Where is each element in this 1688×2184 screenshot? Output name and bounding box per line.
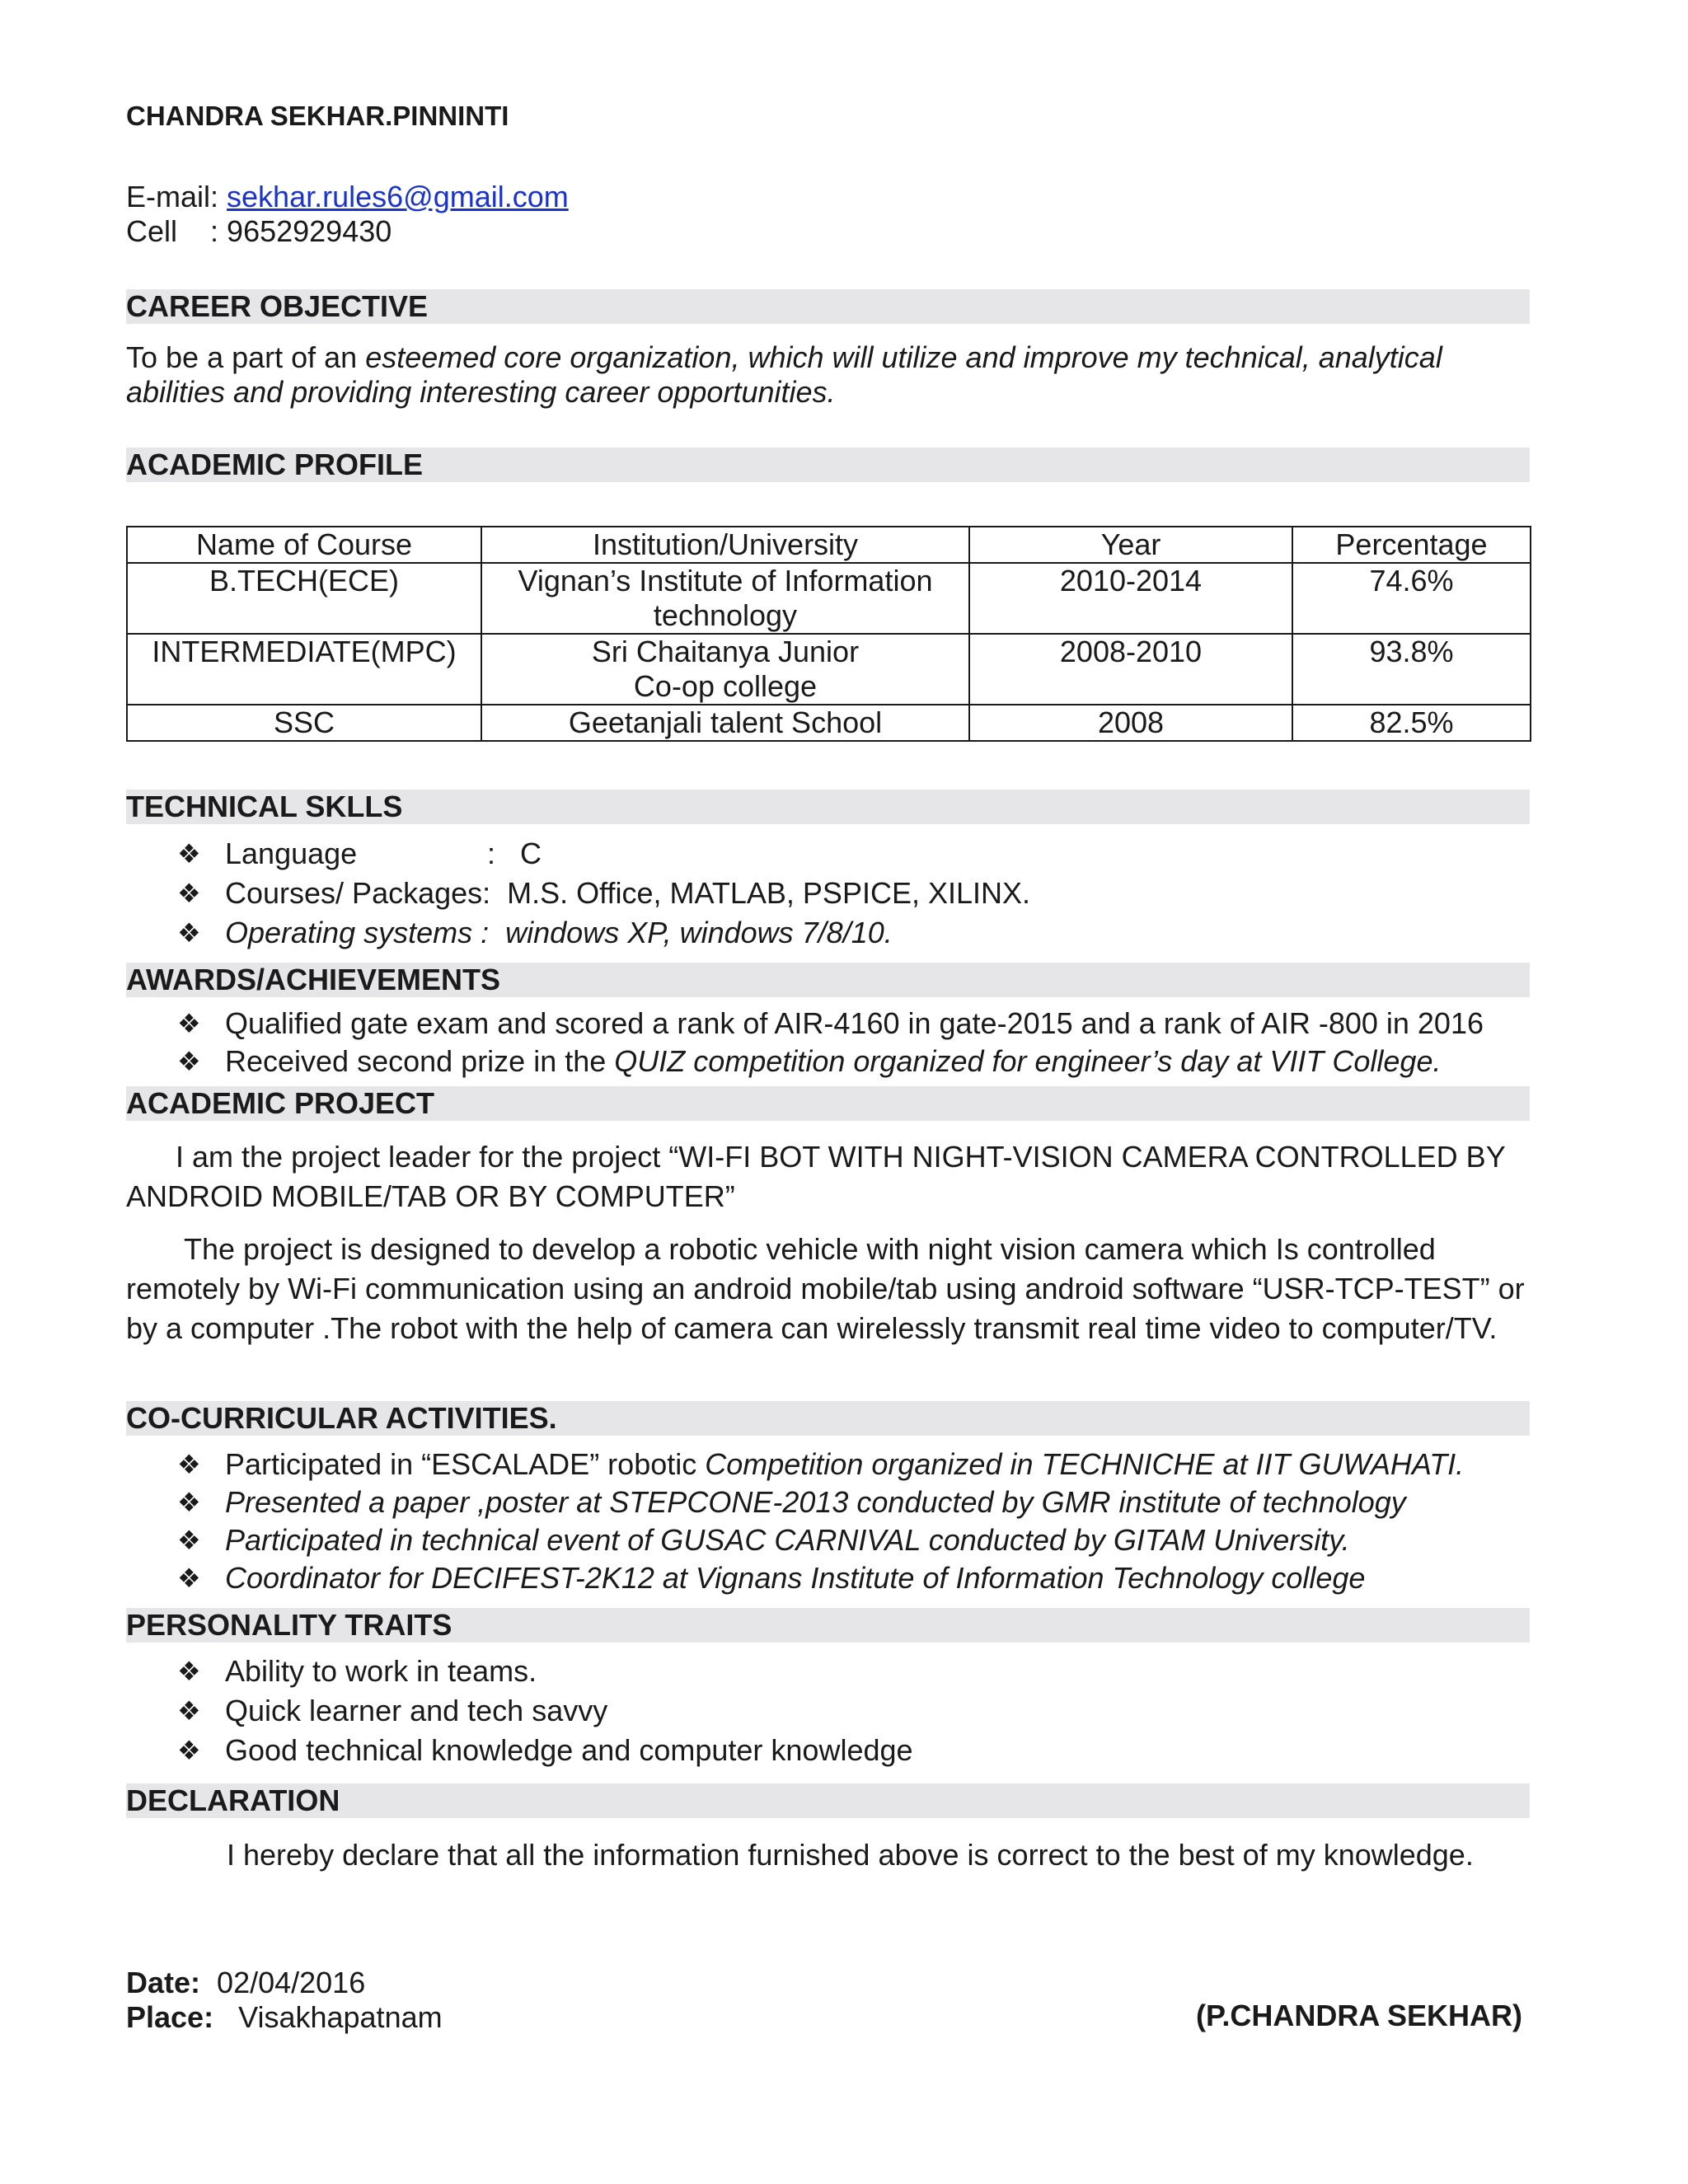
date-label: Date:	[126, 1966, 201, 1999]
date-line	[126, 1965, 365, 2001]
col-header-percentage: Percentage	[1292, 527, 1531, 563]
cell-institution: Geetanjali talent School	[481, 705, 969, 741]
candidate-name: CHANDRA SEKHAR.PINNINTI	[126, 101, 509, 131]
bullet-icon: ❖	[177, 1563, 201, 1593]
skill-value: M.S. Office, MATLAB, PSPICE, XILINX.	[507, 876, 1031, 910]
activity-italic: Competition organized in TECHNICHE at IIT GUWAHATI.	[705, 1447, 1465, 1481]
place-value: Visakhapatnam	[238, 2000, 443, 2034]
career-objective-italic: esteemed core organization, which will utilize and improve my technical, analytical abilities and providing interesting career opportunities.	[126, 340, 1442, 409]
trait-text: Quick learner and tech savvy	[225, 1694, 608, 1727]
awards-list	[126, 1005, 1544, 1080]
list-item	[126, 913, 1544, 953]
skill-label: Courses/ Packages:	[225, 876, 491, 910]
bullet-icon: ❖	[177, 1047, 201, 1076]
trait-text: Good technical knowledge and computer knowledge	[225, 1733, 913, 1767]
cell-percentage: 82.5%	[1292, 705, 1531, 741]
activity-plain: Participated in “ESCALADE” robotic	[225, 1447, 706, 1481]
cell-course: INTERMEDIATE(MPC)	[127, 634, 481, 705]
bullet-icon: ❖	[177, 1450, 201, 1479]
section-career-objective: CAREER OBJECTIVE	[126, 289, 1530, 324]
bullet-icon: ❖	[177, 879, 201, 908]
activity-text: Presented a paper ,poster at STEPCONE-2013 conducted by GMR institute of technology	[225, 1485, 1406, 1519]
project-intro: I am the project leader for the project “WI-FI BOT WITH NIGHT-VISION CAMERA CONTROLLED BY ANDROID MOBILE/TAB OR BY COMPUTER”	[126, 1140, 1506, 1213]
skill-value: C	[520, 837, 542, 870]
list-item	[126, 1043, 1544, 1080]
email-label: E-mail:	[126, 180, 219, 213]
cell-course: SSC	[127, 705, 481, 741]
cell-institution	[481, 634, 969, 705]
signature-name: (P.CHANDRA SEKHAR)	[1195, 1999, 1522, 2032]
bullet-icon: ❖	[177, 1488, 201, 1517]
activity-text: Participated in technical event of GUSAC CARNIVAL conducted by GITAM University.	[225, 1523, 1350, 1557]
section-academic-profile: ACADEMIC PROFILE	[126, 448, 1530, 482]
bullet-icon: ❖	[177, 1736, 201, 1765]
cell-year: 2010-2014	[969, 563, 1292, 634]
list-item	[126, 1005, 1544, 1043]
award-text: Qualified gate exam and scored a rank of AIR-4160 in gate-2015 and a rank of AIR -800 in 2016	[225, 1006, 1484, 1040]
cell-percentage: 74.6%	[1292, 563, 1531, 634]
co-curricular-list	[126, 1446, 1544, 1597]
skill-value: windows XP, windows 7/8/10.	[505, 916, 893, 949]
bullet-icon: ❖	[177, 1526, 201, 1555]
list-item	[126, 1691, 1544, 1731]
col-header-institution: Institution/University	[481, 527, 969, 563]
technical-skills-list	[126, 834, 1544, 953]
cell-year: 2008-2010	[969, 634, 1292, 705]
institution-line: Vignan’s Institute of Information	[518, 564, 933, 598]
list-item	[126, 874, 1544, 913]
activity-text: Coordinator for DECIFEST-2K12 at Vignans Institute of Information Technology college	[225, 1561, 1366, 1595]
institution-line: Co-op college	[633, 669, 818, 703]
list-item	[126, 1521, 1544, 1559]
bullet-icon: ❖	[177, 918, 201, 948]
skill-label: Language	[225, 837, 358, 870]
skill-separator: :	[487, 837, 496, 870]
personality-list	[126, 1652, 1544, 1770]
col-header-course: Name of Course	[127, 527, 481, 563]
section-awards: AWARDS/ACHIEVEMENTS	[126, 963, 1530, 997]
section-academic-project: ACADEMIC PROJECT	[126, 1086, 1530, 1121]
institution-line: Sri Chaitanya Junior	[591, 635, 860, 668]
list-item	[126, 834, 1544, 874]
email-line	[126, 179, 569, 215]
bullet-icon: ❖	[177, 1696, 201, 1726]
email-link[interactable]: sekhar.rules6@gmail.com	[227, 180, 569, 213]
institution-line: technology	[653, 598, 798, 632]
list-item	[126, 1559, 1544, 1597]
trait-text: Ability to work in teams.	[225, 1654, 537, 1688]
cell-line	[126, 213, 392, 250]
bullet-icon: ❖	[177, 1657, 201, 1686]
table-row	[127, 563, 1531, 634]
declaration-text: I hereby declare that all the information furnished above is correct to the best of my knowledge.	[227, 1838, 1474, 1872]
bullet-icon: ❖	[177, 1009, 201, 1038]
col-header-year: Year	[969, 527, 1292, 563]
cell-label: Cell :	[126, 214, 219, 248]
cell-institution	[481, 563, 969, 634]
project-description: The project is designed to develop a robotic vehicle with night vision camera which Is controlled remotely by Wi-Fi communication using an android mobile/tab using android software “USR-TCP-TEST” or by a computer .The robot with the help of camera can wirelessly transmit real time video to computer/TV.	[126, 1232, 1525, 1345]
section-technical-skills: TECHNICAL SKLLS	[126, 790, 1530, 824]
date-value: 02/04/2016	[217, 1966, 366, 1999]
bullet-icon: ❖	[177, 839, 201, 869]
list-item	[126, 1483, 1544, 1521]
career-objective-text	[126, 340, 1527, 410]
table-header-row	[127, 527, 1531, 563]
cell-percentage: 93.8%	[1292, 634, 1531, 705]
place-label: Place:	[126, 2000, 214, 2034]
list-item	[126, 1446, 1544, 1483]
section-personality-traits: PERSONALITY TRAITS	[126, 1608, 1530, 1643]
academic-table	[126, 526, 1531, 742]
cell-year: 2008	[969, 705, 1292, 741]
career-objective-plain: To be a part of an	[126, 340, 366, 374]
section-declaration: DECLARATION	[126, 1783, 1530, 1818]
list-item	[126, 1652, 1544, 1691]
award-text-italic: QUIZ competition organized for engineer’s day at VIIT College.	[614, 1044, 1442, 1078]
skill-label: Operating systems :	[225, 916, 490, 949]
table-row	[127, 705, 1531, 741]
award-text-plain: Received second prize in the	[225, 1044, 615, 1078]
table-row	[127, 634, 1531, 705]
place-line	[126, 1999, 443, 2036]
cell-course: B.TECH(ECE)	[127, 563, 481, 634]
section-co-curricular: CO-CURRICULAR ACTIVITIES.	[126, 1401, 1530, 1436]
list-item	[126, 1731, 1544, 1770]
cell-number: 9652929430	[227, 214, 392, 248]
